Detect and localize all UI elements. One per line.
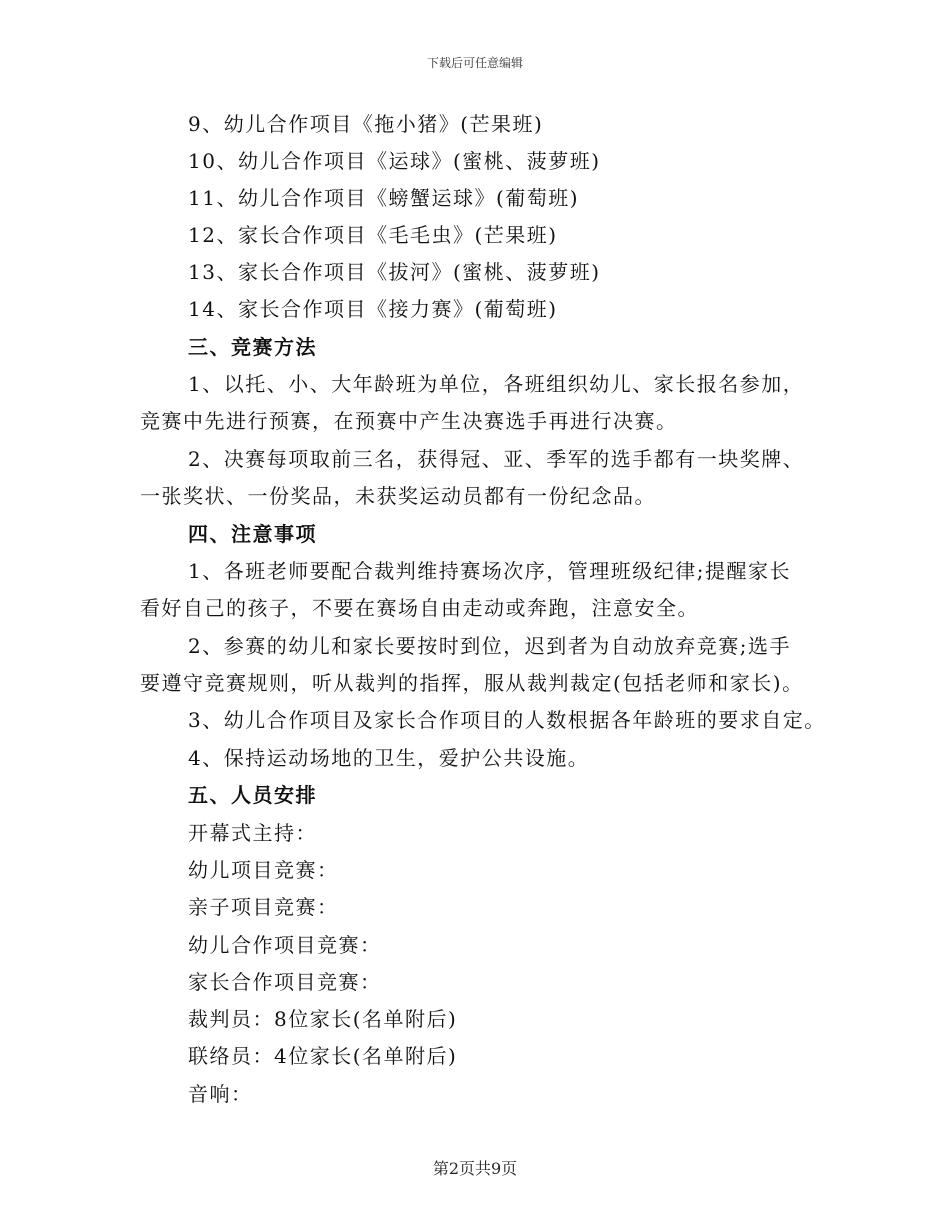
list-item: 亲子项目竞赛： <box>188 895 339 919</box>
paragraph-line: 竞赛中先进行预赛，在预赛中产生决赛选手再进行决赛。 <box>140 409 678 433</box>
list-item: 10、幼儿合作项目《运球》(蜜桃、菠萝班) <box>188 149 601 173</box>
paragraph-line: 要遵守竞赛规则，听从裁判的指挥，服从裁判裁定(包括老师和家长)。 <box>140 671 804 695</box>
paragraph-line: 2、参赛的幼儿和家长要按时到位，迟到者为自动放弃竞赛;选手 <box>188 634 791 658</box>
paragraph-line: 3、幼儿合作项目及家长合作项目的人数根据各年龄班的要求自定。 <box>188 708 826 732</box>
list-item: 联络员：4位家长(名单附后) <box>188 1044 458 1068</box>
section-heading: 三、竞赛方法 <box>188 335 317 359</box>
list-item: 幼儿项目竞赛： <box>188 858 339 882</box>
list-item: 开幕式主持： <box>188 821 317 845</box>
list-item: 12、家长合作项目《毛毛虫》(芒果班) <box>188 223 558 247</box>
paragraph-line: 1、以托、小、大年龄班为单位，各班组织幼儿、家长报名参加， <box>188 372 805 396</box>
paragraph-line: 2、决赛每项取前三名，获得冠、亚、季军的选手都有一块奖牌、 <box>188 447 805 471</box>
section-heading: 五、人员安排 <box>188 783 317 807</box>
list-item: 音响： <box>188 1082 253 1106</box>
list-item: 11、幼儿合作项目《螃蟹运球》(葡萄班) <box>188 186 580 210</box>
paragraph-line: 看好自己的孩子，不要在赛场自由走动或奔跑，注意安全。 <box>140 596 699 620</box>
list-item: 13、家长合作项目《拔河》(蜜桃、菠萝班) <box>188 260 601 284</box>
section-heading: 四、注意事项 <box>188 522 317 546</box>
page-header: 下载后可任意编辑 <box>426 56 523 70</box>
list-item: 9、幼儿合作项目《拖小猪》(芒果班) <box>188 112 544 136</box>
page-footer: 第2页共9页 <box>432 1159 518 1178</box>
list-item: 裁判员：8位家长(名单附后) <box>188 1007 458 1031</box>
list-item: 家长合作项目竞赛： <box>188 970 382 994</box>
paragraph-line: 一张奖状、一份奖品，未获奖运动员都有一份纪念品。 <box>140 484 656 508</box>
list-item: 14、家长合作项目《接力赛》(葡萄班) <box>188 297 558 321</box>
paragraph-line: 1、各班老师要配合裁判维持赛场次序，管理班级纪律;提醒家长 <box>188 559 791 583</box>
list-item: 幼儿合作项目竞赛： <box>188 933 382 957</box>
paragraph-line: 4、保持运动场地的卫生，爱护公共设施。 <box>188 746 590 770</box>
